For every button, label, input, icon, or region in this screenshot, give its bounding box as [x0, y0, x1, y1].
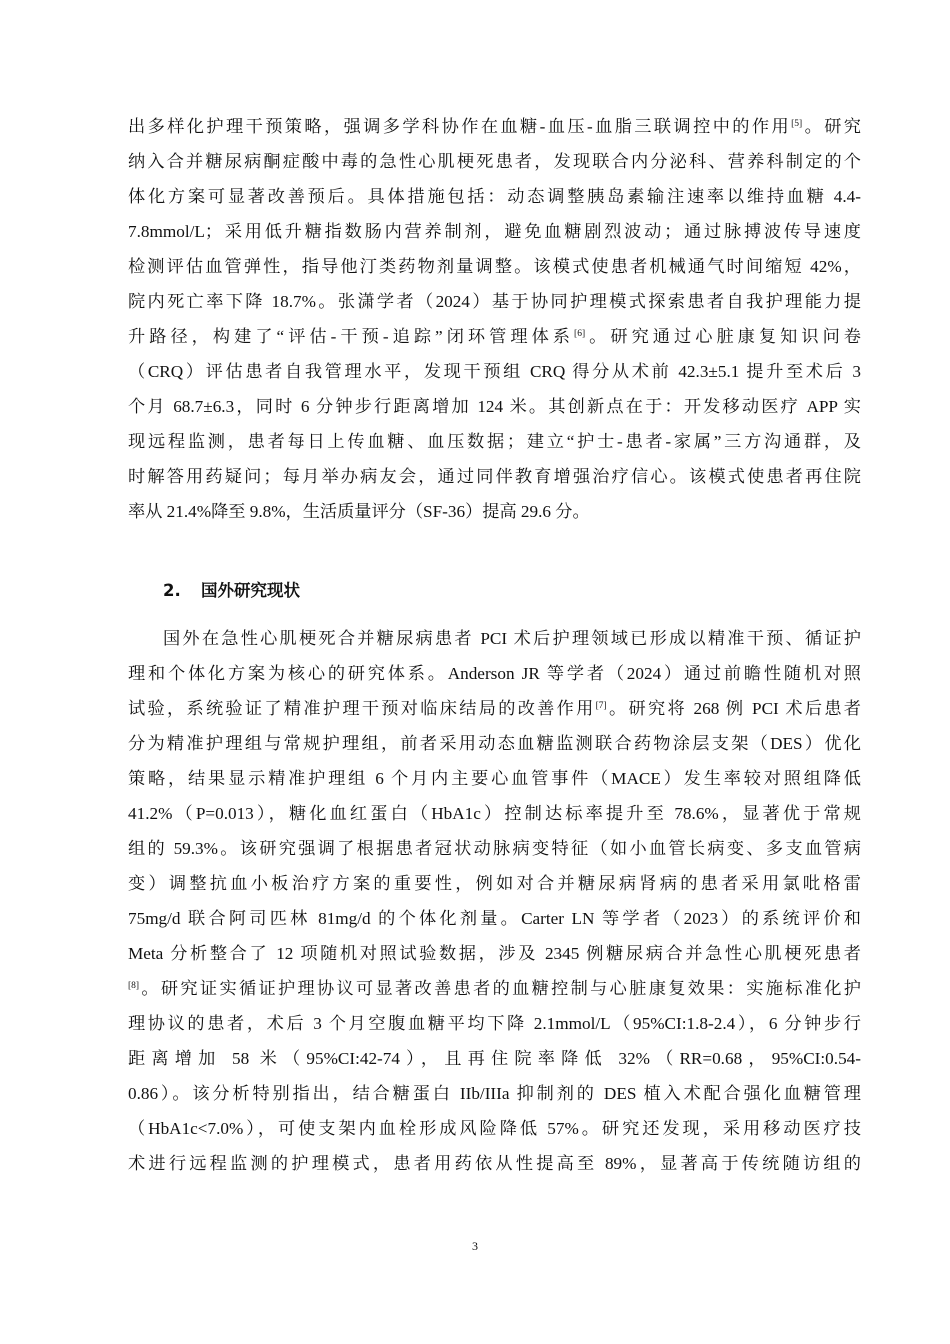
citation-6: [6]	[574, 329, 586, 339]
text-line: [8]。研究证实循证护理协议可显著改善患者的血糖控制与心脏康复效果：实施标准化护	[128, 979, 861, 998]
text-line: 试验，系统验证了精准护理干预对临床结局的改善作用[7]。研究将 268 例 PCI 术后患者	[128, 699, 861, 718]
text-line: 理和个体化方案为核心的研究体系。Anderson JR 等学者（2024）通过前瞻性随机对照	[128, 664, 861, 683]
text-line: （CRQ）评估患者自我管理水平，发现干预组 CRQ 得分从术前 42.3±5.1 提升至术后 3	[128, 362, 861, 381]
citation-7: [7]	[595, 701, 607, 711]
text-line: 个月 68.7±6.3，同时 6 分钟步行距离增加 124 米。其创新点在于：开发移动医疗 APP 实	[128, 397, 861, 416]
text-line: 策略，结果显示精准护理组 6 个月内主要心血管事件（MACE）发生率较对照组降低	[128, 769, 861, 788]
section-number: 2.	[163, 581, 181, 600]
text-line: 体化方案可显著改善预后。具体措施包括：动态调整胰岛素输注速率以维持血糖 4.4-	[128, 187, 861, 206]
text-line: 院内死亡率下降 18.7%。张潇学者（2024）基于协同护理模式探索患者自我护理能力提	[128, 292, 861, 311]
text-line: 检测评估血管弹性，指导他汀类药物剂量调整。该模式使患者机械通气时间缩短 42%，	[128, 257, 861, 276]
text-line: 变）调整抗血小板治疗方案的重要性，例如对合并糖尿病肾病的患者采用氯吡格雷	[128, 874, 861, 893]
text-line: 0.86）。该分析特别指出，结合糖蛋白 IIb/IIIa 抑制剂的 DES 植入术配合强化血糖管理	[128, 1084, 861, 1103]
citation-8: [8]	[128, 981, 140, 991]
section-title: 国外研究现状	[201, 581, 300, 600]
text-line: 7.8mmol/L；采用低升糖指数肠内营养制剂，避免血糖剧烈波动；通过脉搏波传导速度	[128, 222, 861, 241]
citation-5: [5]	[791, 119, 803, 129]
text-line: Meta 分析整合了 12 项随机对照试验数据，涉及 2345 例糖尿病合并急性心肌梗死患者	[128, 944, 861, 963]
text-line: 组的 59.3%。该研究强调了根据患者冠状动脉病变特征（如小血管长病变、多支血管病	[128, 839, 861, 858]
text-line: 分为精准护理组与常规护理组，前者采用动态血糖监测联合药物涂层支架（DES）优化	[128, 734, 861, 753]
text-line: 距离增加 58 米（95%CI:42-74），且再住院率降低 32%（RR=0.68，95%CI:0.54-	[128, 1049, 861, 1068]
text-line: 现远程监测，患者每日上传血糖、血压数据；建立“护士-患者-家属”三方沟通群，及	[128, 432, 861, 451]
text-line: 75mg/d 联合阿司匹林 81mg/d 的个体化剂量。Carter LN 等学者（2023）的系统评价和	[128, 909, 861, 928]
section-heading	[163, 579, 300, 603]
text-line: 纳入合并糖尿病酮症酸中毒的急性心肌梗死患者，发现联合内分泌科、营养科制定的个	[128, 152, 861, 171]
text-line: 出多样化护理干预策略，强调多学科协作在血糖-血压-血脂三联调控中的作用[5]。研究	[128, 117, 861, 136]
text-line: 术进行远程监测的护理模式，患者用药依从性提高至 89%，显著高于传统随访组的	[128, 1154, 861, 1173]
text-line: 41.2%（P=0.013），糖化血红蛋白（HbA1c）控制达标率提升至 78.6%，显著优于常规	[128, 804, 861, 823]
text-line: （HbA1c<7.0%），可使支架内血栓形成风险降低 57%。研究还发现，采用移动医疗技	[128, 1119, 861, 1138]
page-number: 3	[472, 1239, 478, 1253]
text-line: 理协议的患者，术后 3 个月空腹血糖平均下降 2.1mmol/L（95%CI:1.8-2.4），6 分钟步行	[128, 1014, 861, 1033]
text-line: 率从 21.4%降至 9.8%，生活质量评分（SF-36）提高 29.6 分。	[128, 502, 590, 521]
text-line: 升路径，构建了“评估-干预-追踪”闭环管理体系[6]。研究通过心脏康复知识问卷	[128, 327, 861, 346]
text-line: 时解答用药疑问；每月举办病友会，通过同伴教育增强治疗信心。该模式使患者再住院	[128, 467, 861, 486]
text-line: 国外在急性心肌梗死合并糖尿病患者 PCI 术后护理领域已形成以精准干预、循证护	[163, 629, 861, 648]
